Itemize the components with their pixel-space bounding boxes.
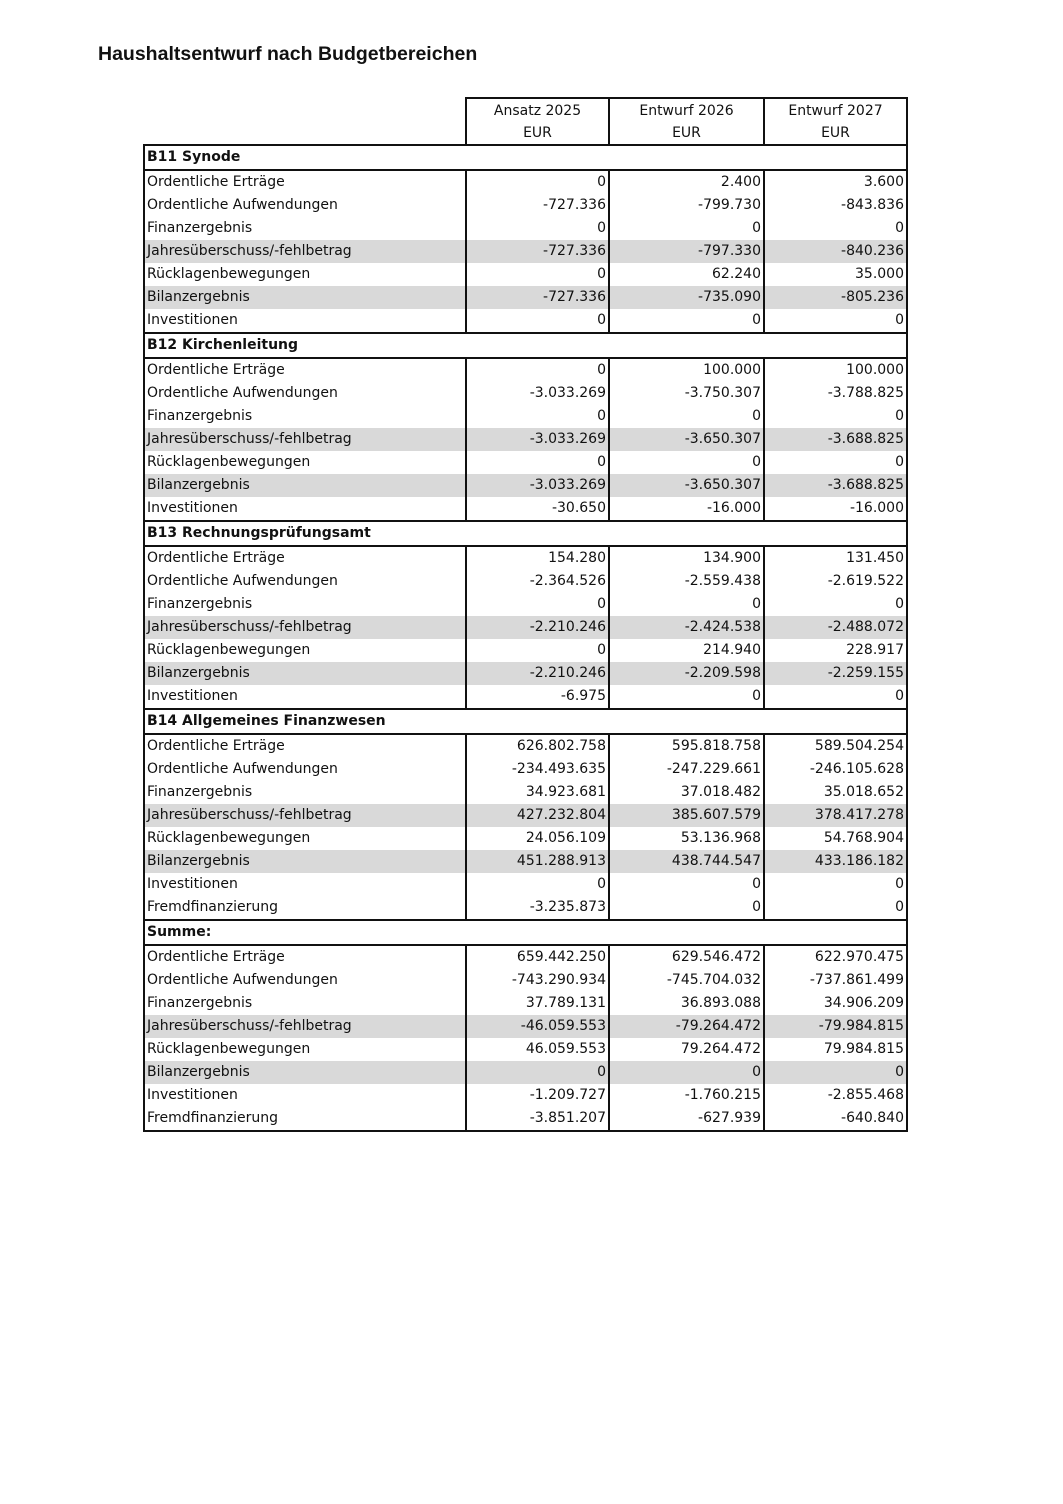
value-cell: 659.442.250: [466, 945, 609, 969]
table-row: [144, 497, 907, 521]
table-row: [144, 781, 907, 804]
value-cell: -16.000: [609, 497, 764, 521]
value-cell: 622.970.475: [764, 945, 907, 969]
value-cell: -3.650.307: [609, 428, 764, 451]
value-cell: -640.840: [764, 1107, 907, 1131]
value-cell: -843.836: [764, 194, 907, 217]
column-header-unit: EUR: [466, 122, 609, 145]
budget-table: [143, 97, 908, 1132]
table-row: [144, 1015, 907, 1038]
section-header: [144, 709, 907, 734]
row-label: Investitionen: [144, 873, 466, 896]
value-cell: 34.906.209: [764, 992, 907, 1015]
value-cell: -799.730: [609, 194, 764, 217]
table-row: [144, 945, 907, 969]
table-row: [144, 639, 907, 662]
section-title: Summe:: [144, 920, 907, 945]
row-label: Bilanzergebnis: [144, 474, 466, 497]
value-cell: -2.210.246: [466, 662, 609, 685]
table-row: [144, 685, 907, 709]
section-title: B11 Synode: [144, 145, 907, 170]
column-header-year: Ansatz 2025: [466, 98, 609, 122]
row-label: Rücklagenbewegungen: [144, 639, 466, 662]
table-row: [144, 405, 907, 428]
value-cell: 0: [764, 309, 907, 333]
table-row: [144, 616, 907, 639]
table-row: [144, 827, 907, 850]
value-cell: -2.259.155: [764, 662, 907, 685]
value-cell: -727.336: [466, 240, 609, 263]
value-cell: -2.209.598: [609, 662, 764, 685]
value-cell: 385.607.579: [609, 804, 764, 827]
value-cell: -2.559.438: [609, 570, 764, 593]
value-cell: -3.851.207: [466, 1107, 609, 1131]
row-label: Jahresüberschuss/-fehlbetrag: [144, 240, 466, 263]
value-cell: 36.893.088: [609, 992, 764, 1015]
value-cell: 54.768.904: [764, 827, 907, 850]
value-cell: 433.186.182: [764, 850, 907, 873]
value-cell: 0: [609, 593, 764, 616]
value-cell: 37.789.131: [466, 992, 609, 1015]
table-row: [144, 263, 907, 286]
table-row: [144, 873, 907, 896]
row-label: Ordentliche Erträge: [144, 546, 466, 570]
value-cell: 0: [466, 1061, 609, 1084]
value-cell: 0: [764, 685, 907, 709]
value-cell: 427.232.804: [466, 804, 609, 827]
value-cell: 0: [609, 451, 764, 474]
row-label: Finanzergebnis: [144, 217, 466, 240]
value-cell: -3.788.825: [764, 382, 907, 405]
row-label: Ordentliche Aufwendungen: [144, 758, 466, 781]
value-cell: 2.400: [609, 170, 764, 194]
value-cell: -2.488.072: [764, 616, 907, 639]
value-cell: -3.033.269: [466, 382, 609, 405]
table-row: [144, 1107, 907, 1131]
row-label: Rücklagenbewegungen: [144, 827, 466, 850]
value-cell: 0: [466, 358, 609, 382]
value-cell: 154.280: [466, 546, 609, 570]
value-cell: 589.504.254: [764, 734, 907, 758]
value-cell: -805.236: [764, 286, 907, 309]
value-cell: 0: [466, 263, 609, 286]
row-label: Ordentliche Aufwendungen: [144, 570, 466, 593]
column-header-year: Entwurf 2026: [609, 98, 764, 122]
value-cell: -3.750.307: [609, 382, 764, 405]
value-cell: -840.236: [764, 240, 907, 263]
value-cell: 0: [466, 217, 609, 240]
value-cell: 62.240: [609, 263, 764, 286]
value-cell: -743.290.934: [466, 969, 609, 992]
column-header-row: [144, 98, 907, 122]
value-cell: -6.975: [466, 685, 609, 709]
row-label: Finanzergebnis: [144, 781, 466, 804]
row-label: Finanzergebnis: [144, 593, 466, 616]
value-cell: 0: [609, 896, 764, 920]
value-cell: 0: [466, 593, 609, 616]
table-row: [144, 1061, 907, 1084]
value-cell: 0: [764, 873, 907, 896]
table-row: [144, 734, 907, 758]
row-label: Bilanzergebnis: [144, 1061, 466, 1084]
value-cell: -3.033.269: [466, 474, 609, 497]
table-row: [144, 896, 907, 920]
column-header-unit: EUR: [609, 122, 764, 145]
value-cell: 0: [764, 896, 907, 920]
value-cell: 214.940: [609, 639, 764, 662]
value-cell: -727.336: [466, 194, 609, 217]
section-header: [144, 145, 907, 170]
value-cell: -2.210.246: [466, 616, 609, 639]
section-header: [144, 521, 907, 546]
table-row: [144, 546, 907, 570]
row-label: Ordentliche Erträge: [144, 945, 466, 969]
section-header: [144, 920, 907, 945]
table-row: [144, 593, 907, 616]
table-row: [144, 969, 907, 992]
value-cell: -3.235.873: [466, 896, 609, 920]
row-label: Investitionen: [144, 309, 466, 333]
value-cell: 37.018.482: [609, 781, 764, 804]
value-cell: -797.330: [609, 240, 764, 263]
row-label: Jahresüberschuss/-fehlbetrag: [144, 616, 466, 639]
table-row: [144, 194, 907, 217]
value-cell: 53.136.968: [609, 827, 764, 850]
value-cell: 0: [764, 451, 907, 474]
value-cell: 0: [609, 685, 764, 709]
value-cell: -30.650: [466, 497, 609, 521]
row-label: Ordentliche Erträge: [144, 734, 466, 758]
column-header-unit: EUR: [764, 122, 907, 145]
value-cell: -234.493.635: [466, 758, 609, 781]
value-cell: -737.861.499: [764, 969, 907, 992]
value-cell: 595.818.758: [609, 734, 764, 758]
section-title: B13 Rechnungsprüfungsamt: [144, 521, 907, 546]
table-row: [144, 1084, 907, 1107]
table-row: [144, 428, 907, 451]
table-body: [144, 145, 907, 1131]
table-row: [144, 358, 907, 382]
value-cell: 46.059.553: [466, 1038, 609, 1061]
value-cell: 0: [609, 309, 764, 333]
section-title: B14 Allgemeines Finanzwesen: [144, 709, 907, 734]
table-row: [144, 992, 907, 1015]
value-cell: -735.090: [609, 286, 764, 309]
value-cell: 438.744.547: [609, 850, 764, 873]
value-cell: 100.000: [764, 358, 907, 382]
table-row: [144, 240, 907, 263]
table-row: [144, 286, 907, 309]
value-cell: -3.033.269: [466, 428, 609, 451]
value-cell: 0: [466, 170, 609, 194]
table-row: [144, 217, 907, 240]
page-title: Haushaltsentwurf nach Budgetbereichen: [98, 43, 478, 65]
value-cell: -727.336: [466, 286, 609, 309]
value-cell: -2.364.526: [466, 570, 609, 593]
row-label: Investitionen: [144, 497, 466, 521]
row-label: Jahresüberschuss/-fehlbetrag: [144, 804, 466, 827]
row-label: Ordentliche Aufwendungen: [144, 382, 466, 405]
value-cell: 378.417.278: [764, 804, 907, 827]
row-label: Rücklagenbewegungen: [144, 1038, 466, 1061]
row-label: Investitionen: [144, 1084, 466, 1107]
value-cell: 79.984.815: [764, 1038, 907, 1061]
value-cell: -1.209.727: [466, 1084, 609, 1107]
value-cell: 0: [764, 217, 907, 240]
value-cell: 134.900: [609, 546, 764, 570]
value-cell: 0: [764, 405, 907, 428]
value-cell: 35.018.652: [764, 781, 907, 804]
value-cell: 0: [764, 1061, 907, 1084]
row-label: Ordentliche Aufwendungen: [144, 969, 466, 992]
table-row: [144, 804, 907, 827]
value-cell: -79.984.815: [764, 1015, 907, 1038]
row-label: Finanzergebnis: [144, 405, 466, 428]
value-cell: -16.000: [764, 497, 907, 521]
value-cell: 0: [466, 639, 609, 662]
row-label: Rücklagenbewegungen: [144, 263, 466, 286]
table-row: [144, 382, 907, 405]
row-label: Bilanzergebnis: [144, 286, 466, 309]
value-cell: 100.000: [609, 358, 764, 382]
value-cell: -247.229.661: [609, 758, 764, 781]
section-header: [144, 333, 907, 358]
value-cell: -745.704.032: [609, 969, 764, 992]
row-label: Bilanzergebnis: [144, 662, 466, 685]
value-cell: -3.650.307: [609, 474, 764, 497]
value-cell: 34.923.681: [466, 781, 609, 804]
value-cell: 0: [609, 1061, 764, 1084]
row-label: Jahresüberschuss/-fehlbetrag: [144, 1015, 466, 1038]
table-row: [144, 170, 907, 194]
value-cell: 0: [609, 873, 764, 896]
table-row: [144, 758, 907, 781]
value-cell: -2.855.468: [764, 1084, 907, 1107]
value-cell: 24.056.109: [466, 827, 609, 850]
value-cell: 35.000: [764, 263, 907, 286]
value-cell: -79.264.472: [609, 1015, 764, 1038]
table-row: [144, 570, 907, 593]
value-cell: 0: [609, 217, 764, 240]
value-cell: 0: [466, 405, 609, 428]
row-label: Jahresüberschuss/-fehlbetrag: [144, 428, 466, 451]
row-label: Finanzergebnis: [144, 992, 466, 1015]
table-row: [144, 451, 907, 474]
table-row: [144, 850, 907, 873]
value-cell: -2.424.538: [609, 616, 764, 639]
row-label: Investitionen: [144, 685, 466, 709]
row-label: Ordentliche Erträge: [144, 358, 466, 382]
value-cell: -2.619.522: [764, 570, 907, 593]
value-cell: -1.760.215: [609, 1084, 764, 1107]
value-cell: -627.939: [609, 1107, 764, 1131]
row-label: Rücklagenbewegungen: [144, 451, 466, 474]
value-cell: 79.264.472: [609, 1038, 764, 1061]
value-cell: -46.059.553: [466, 1015, 609, 1038]
row-label: Ordentliche Aufwendungen: [144, 194, 466, 217]
value-cell: 0: [466, 873, 609, 896]
value-cell: 228.917: [764, 639, 907, 662]
section-title: B12 Kirchenleitung: [144, 333, 907, 358]
column-unit-row: [144, 122, 907, 145]
value-cell: -3.688.825: [764, 474, 907, 497]
row-label: Fremdfinanzierung: [144, 1107, 466, 1131]
value-cell: 0: [609, 405, 764, 428]
value-cell: 3.600: [764, 170, 907, 194]
value-cell: 451.288.913: [466, 850, 609, 873]
table-row: [144, 309, 907, 333]
value-cell: 0: [466, 309, 609, 333]
column-header-year: Entwurf 2027: [764, 98, 907, 122]
value-cell: 0: [764, 593, 907, 616]
table-row: [144, 474, 907, 497]
value-cell: 0: [466, 451, 609, 474]
table-row: [144, 1038, 907, 1061]
value-cell: -3.688.825: [764, 428, 907, 451]
row-label: Ordentliche Erträge: [144, 170, 466, 194]
row-label: Fremdfinanzierung: [144, 896, 466, 920]
value-cell: -246.105.628: [764, 758, 907, 781]
value-cell: 629.546.472: [609, 945, 764, 969]
value-cell: 131.450: [764, 546, 907, 570]
table-row: [144, 662, 907, 685]
row-label: Bilanzergebnis: [144, 850, 466, 873]
value-cell: 626.802.758: [466, 734, 609, 758]
